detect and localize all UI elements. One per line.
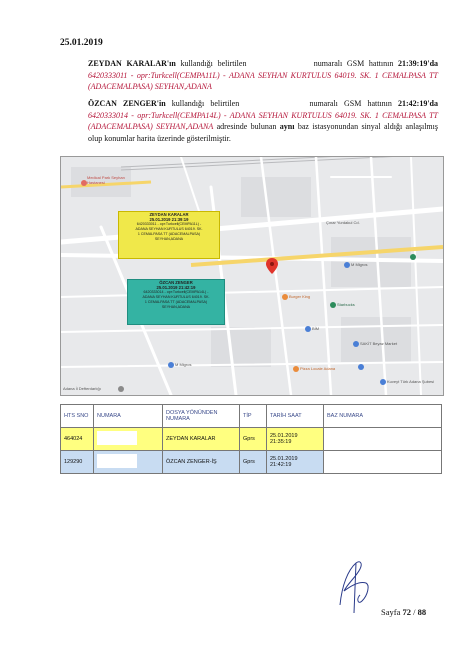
map-label-starbucks: Starbucks <box>337 302 355 307</box>
cell-numara <box>94 451 163 474</box>
callout-zeydan: ZEYDAN KARALAR 25.01.2019 21:39:19 6420333011 - opr:Turkcell(CEMPA11L) - ADANA SEYHAN KURTULUS 64019. SK. 1 CEMALPASA TT (ADACEMALPASA) SEYHAN,ADANA <box>118 211 220 259</box>
cell-baz <box>324 451 442 474</box>
map-label-pizza: Pizza Locale Adana <box>300 366 336 371</box>
hts-table <box>60 404 442 474</box>
table-row <box>61 451 442 474</box>
person-name: ZEYDAN KARALAR'ın <box>88 59 176 68</box>
map-label-bim: BİM <box>312 326 320 331</box>
callout-ozcan: ÖZCAN ZENGER 25.01.2019 21:42:19 6420333014 - opr:Turkcell(CEMPA14L) - ADANA SEYHAN KURTULUS 64019. SK. 1 CEMALPASA TT (ADACEMALPASA) SEYHAN,ADANA <box>127 279 225 325</box>
column-header: TİP <box>240 405 267 428</box>
cell-sno: 464024 <box>61 428 94 451</box>
paragraph-ozcan: ÖZCAN ZENGER'in kullandığı belirtilen numaralı GSM hattının 21:42:19'da 6420333014 - opr:Turkcell(CEMPA14L) - ADANA SEYHAN KURTULUS 64019. SK. 1 CEMALPASA TT (ADACEMALPASA) SEYHAN,ADANA adresinde bulunan aynı baz istasyonundan sinyal aldığı anlaşılmış olup konumlar harita üzerinde gösterilmiştir. <box>88 99 438 143</box>
cell-tip: Gprs <box>240 428 267 451</box>
map-label-defterdarlik: Adana İl Defterdarlığı <box>63 386 101 391</box>
redacted-box <box>97 454 137 468</box>
table-row <box>61 428 442 451</box>
cell-baz <box>324 428 442 451</box>
cell-numara <box>94 428 163 451</box>
redacted-box <box>97 431 137 445</box>
map-label-hospital: Medical Park Seyhan Hastanesi <box>87 175 125 185</box>
person-name: ÖZCAN ZENGER'in <box>88 99 166 108</box>
column-header: NUMARA <box>94 405 163 428</box>
cell-tip: Gprs <box>240 451 267 474</box>
column-header: DOSYA YÖNÜNDEN NUMARA <box>163 405 240 428</box>
signature <box>330 555 380 615</box>
map-label-street: Çınar Yurdakul Cd. <box>326 220 360 225</box>
base-station-detail: 6420333014 - opr:Turkcell(CEMPA14L) - ADANA SEYHAN KURTULUS 64019. SK. 1 CEMALPASA TT (ADACEMALPASA) SEYHAN,ADANA <box>88 110 438 131</box>
column-header: BAZ NUMARA <box>324 405 442 428</box>
timestamp: 21:42:19'da <box>398 99 438 108</box>
base-station-detail: 6420333011 - opr:Turkcell(CEMPA11L) - ADANA SEYHAN KURTULUS 64019. SK. 1 CEMALPASA TT (ADACEMALPASA) SEYHAN,ADANA <box>88 70 438 91</box>
map-label-market: SAKİT Beyaz Market <box>360 341 398 346</box>
cell-dosya: ÖZCAN ZENGER-İŞ <box>163 451 240 474</box>
map-label-migros: M Migros <box>175 362 192 367</box>
document-date: 25.01.2019 <box>60 38 103 48</box>
map-label-kuveyt: Kuveyt Türk Adana Şubesi <box>387 379 435 384</box>
map-label-burger: Burger King <box>289 294 311 299</box>
cell-dosya: ZEYDAN KARALAR <box>163 428 240 451</box>
map-label-migros: M Migros <box>351 262 368 267</box>
page-number: Sayfa 72 / 88 <box>381 607 427 617</box>
map-streets <box>61 157 443 395</box>
cell-tarih: 25.01.2019 21:35:19 <box>267 428 324 451</box>
column-header: TARİH SAAT <box>267 405 324 428</box>
column-header: HTS SNO <box>61 405 94 428</box>
timestamp: 21:39:19'da <box>398 59 439 68</box>
location-map <box>60 156 444 396</box>
table-header-row <box>61 405 442 428</box>
cell-tarih: 25.01.2019 21:42:19 <box>267 451 324 474</box>
cell-sno: 129290 <box>61 451 94 474</box>
paragraph-zeydan: ZEYDAN KARALAR'ın kullandığı belirtilen numaralı GSM hattının 21:39:19'da 6420333011 - opr:Turkcell(CEMPA11L) - ADANA SEYHAN KURTULUS 64019. SK. 1 CEMALPASA TT (ADACEMALPASA) SEYHAN,ADANA <box>88 59 439 91</box>
